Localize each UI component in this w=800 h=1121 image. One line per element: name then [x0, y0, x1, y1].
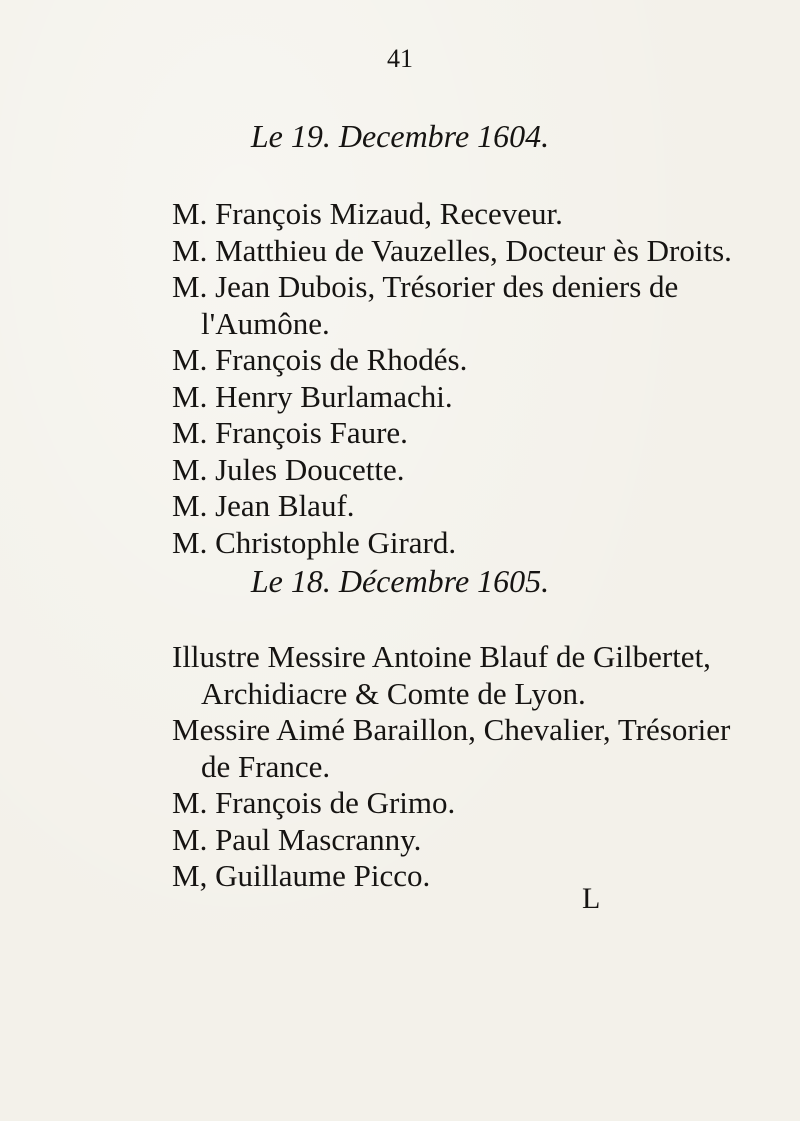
list-item: M. Jean Dubois, Trésorier des deniers de	[172, 269, 679, 304]
list-item: M. Jules Doucette.	[172, 451, 405, 487]
list-item: M. Jean Blauf.	[172, 488, 355, 523]
section-date-heading: Le 19. Decembre 1604.	[250, 118, 550, 154]
list-item: M. François de Rhodés.	[172, 342, 468, 377]
name-list	[172, 639, 731, 895]
list-item: M, Guillaume Picco.	[172, 858, 431, 893]
list-item: Illustre Messire Antoine Blauf de Gilbertet,	[172, 639, 711, 674]
list-item: M. Matthieu de Vauzelles, Docteur ès Droits.	[172, 232, 732, 268]
list-item-continuation: l'Aumône.	[201, 305, 330, 341]
name-list	[172, 196, 732, 561]
list-item: M. Christophle Girard.	[172, 524, 457, 560]
catchword: L	[582, 882, 601, 915]
section-date-heading: Le 18. Décembre 1605.	[250, 563, 550, 599]
list-item: M. François Mizaud, Receveur.	[172, 196, 563, 231]
list-item: Messire Aimé Baraillon, Chevalier, Trésorier	[172, 712, 731, 747]
page-number: 41	[387, 44, 413, 73]
list-item: M. Paul Mascranny.	[172, 821, 422, 857]
list-item: M. François de Grimo.	[172, 785, 456, 820]
list-item: M. Henry Burlamachi.	[172, 378, 453, 414]
list-item-continuation: Archidiacre & Comte de Lyon.	[201, 675, 586, 711]
list-item-continuation: de France.	[201, 748, 331, 784]
list-item: M. François Faure.	[172, 415, 408, 450]
